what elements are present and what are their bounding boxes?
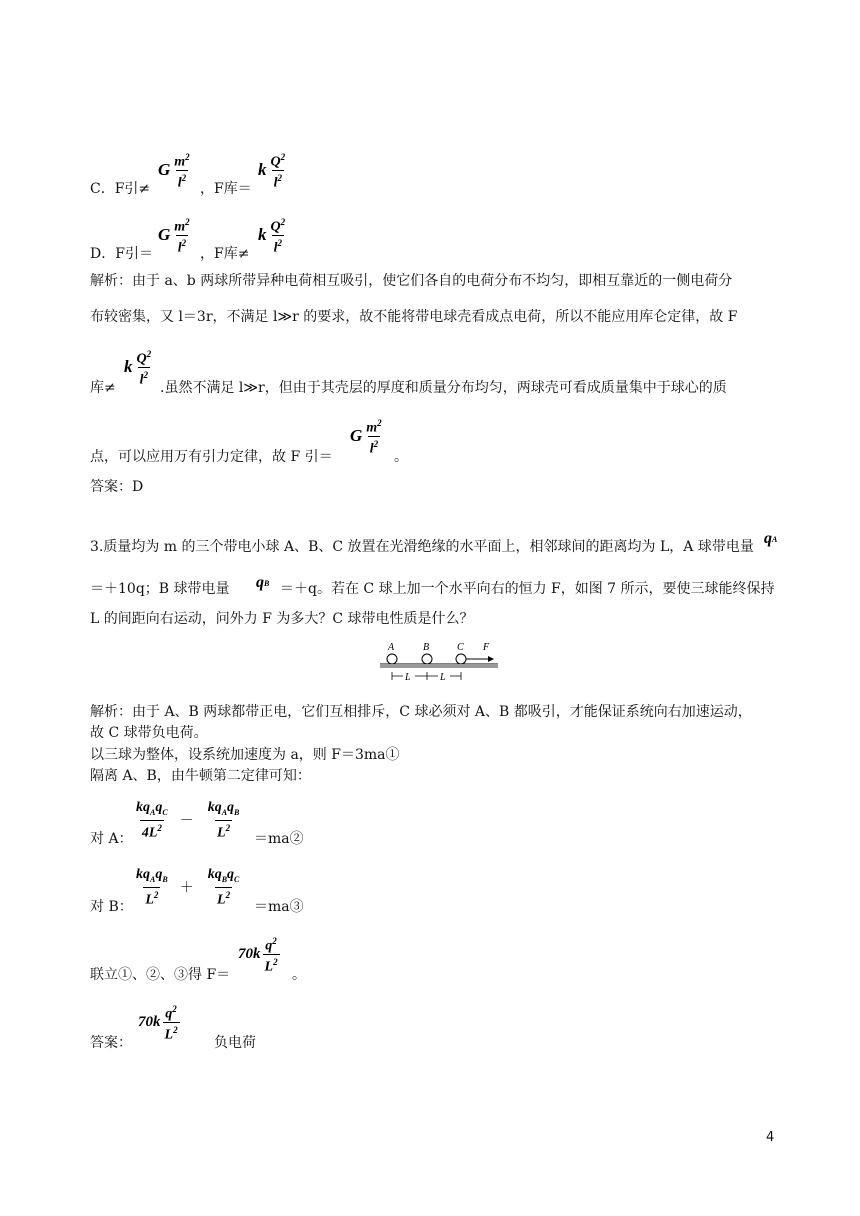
ball-a: [387, 654, 397, 664]
formula-coulomb-c: k $Q^2$ $l^2$: [258, 152, 286, 191]
symbol-qB: q B: [256, 574, 270, 591]
answer-2-text: 负电荷: [214, 1035, 256, 1051]
label-l-2: L: [440, 672, 446, 683]
label-l-1: L: [405, 672, 411, 683]
formula-coulomb-analysis: k $Q^2$ $l^2$: [124, 349, 152, 388]
formula-gravity-analysis: G $m^2$ $l^2$: [350, 418, 382, 457]
equation-a-result: ＝ma②: [254, 831, 304, 847]
solution-label: 联立①、②、③得 F＝: [90, 967, 231, 983]
answer-1: 答案：D: [90, 479, 144, 495]
page-number: 4: [766, 1130, 775, 1145]
equation-b-label: 对 B：: [90, 899, 133, 915]
question-3-line-2b: ＝＋q。若在 C 球上加一个水平向右的恒力 F，如图 7 所示，要使三球能终保持: [280, 581, 775, 597]
option-d-mid: ，F库≠: [200, 246, 250, 262]
equation-b-result: ＝ma③: [254, 899, 304, 915]
equation-a-formula: $kq_Aq_C$ $4L^2$ － $kq_Aq_B$ $L^2$: [136, 800, 240, 841]
label-c: C: [457, 642, 464, 653]
solution-formula: 70k $q^2$ $L^2$: [238, 936, 278, 975]
analysis-2-line-3: 以三球为整体，设系统加速度为 a，则 F＝3ma①: [90, 747, 400, 763]
formula-gravity-d: G $m^2$ $l^2$: [158, 217, 190, 256]
analysis-line-2: 布较密集，又 l＝3r，不满足 l≫r 的要求，故不能将带电球壳看成点电荷，所以不能应用库仑定律，故 F: [90, 309, 738, 325]
formula-gravity-c: G $m^2$ $l^2$: [158, 152, 190, 191]
analysis-line-3b: .虽然不满足 l≫r，但由于其壳层的厚度和质量分布均匀，两球壳可看成质量集中于球心的质: [160, 380, 727, 396]
ball-c: [456, 654, 466, 664]
question-3-line-3: L 的间距向右运动，问外力 F 为多大？C 球带电性质是什么？: [90, 611, 474, 627]
analysis-line-4a: 点，可以应用万有引力定律，故 F 引＝: [90, 449, 333, 465]
option-d-label: D．F引＝: [90, 246, 153, 262]
question-3-line-1: 3.质量均为 m 的三个带电小球 A、B、C 放置在光滑绝缘的水平面上，相邻球间的距离均为 L，A 球带电量: [90, 539, 754, 555]
figure-three-balls: [378, 640, 502, 686]
label-a: A: [388, 642, 395, 653]
formula-coulomb-d: k $Q^2$ $l^2$: [258, 217, 286, 256]
answer-2-formula: 70k $q^2$ $L^2$: [138, 1004, 178, 1043]
analysis-line-4b: 。: [394, 449, 408, 465]
analysis-2-line-4: 隔离 A、B，由牛顿第二定律可知：: [90, 768, 311, 784]
analysis-2-line-1: 解析：由于 A、B 两球都带正电，它们互相排斥，C 球必须对 A、B 都吸引，才能保证系统向右加速运动，: [90, 704, 752, 720]
option-c-mid: ，F库＝: [200, 181, 252, 197]
answer-2-label: 答案：: [90, 1035, 132, 1051]
label-f: F: [483, 642, 490, 653]
solution-end: 。: [292, 967, 306, 983]
equation-a-label: 对 A：: [90, 831, 133, 847]
option-c-label: C．F引≠: [90, 181, 151, 197]
analysis-2-line-2: 故 C 球带负电荷。: [90, 725, 208, 741]
analysis-line-1: 解析：由于 a、b 两球所带异种电荷相互吸引，使它们各自的电荷分布不均匀，即相互靠近的一侧电荷分: [90, 273, 733, 289]
equation-b-formula: $kq_Aq_B$ $L^2$ ＋ $kq_Bq_C$ $L^2$: [136, 867, 240, 908]
ball-b: [422, 654, 432, 664]
symbol-qA: q A: [764, 530, 778, 547]
analysis-line-3a: 库≠: [90, 380, 116, 396]
label-b: B: [423, 642, 430, 653]
question-3-line-2a: ＝＋10q；B 球带电量: [90, 581, 230, 597]
